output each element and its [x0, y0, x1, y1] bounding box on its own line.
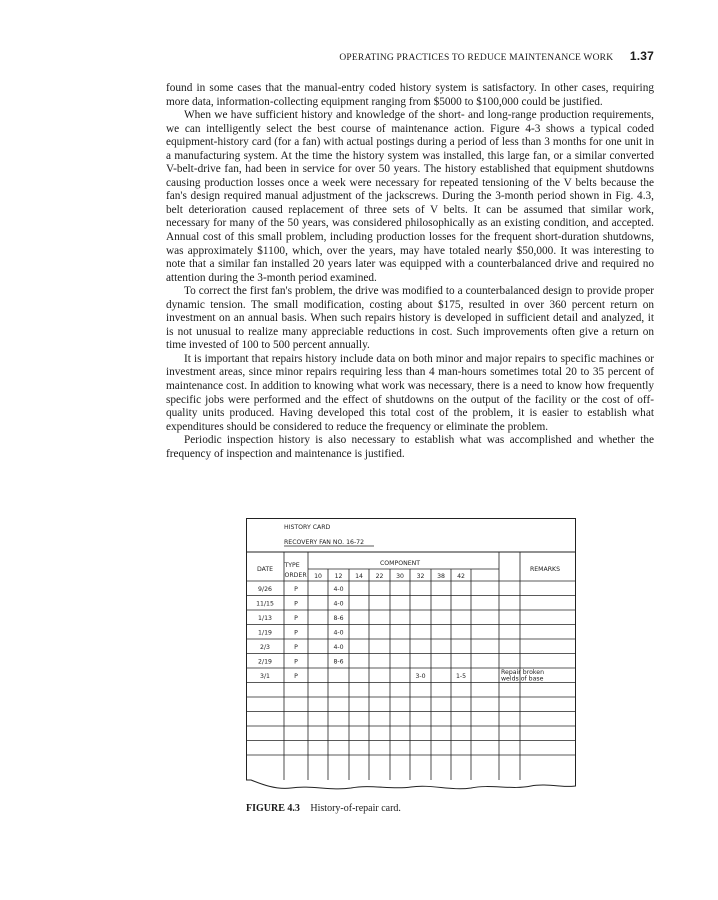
- body-text: [166, 82, 654, 461]
- component-code: 14: [355, 573, 363, 580]
- component-code: 22: [375, 573, 384, 580]
- paragraph: Periodic inspection history is also necessary to establish what was accomplished and whether the frequency of inspection and maintenance is justified.: [166, 434, 654, 460]
- row-hours: 4-0: [333, 586, 344, 593]
- row-type: P: [294, 629, 298, 637]
- caption-label: FIGURE 4.3: [246, 803, 300, 814]
- running-head-title: OPERATING PRACTICES TO REDUCE MAINTENANCE WORK: [339, 53, 614, 63]
- paragraph: To correct the first fan's problem, the drive was modified to a counterbalanced design to provide proper dynamic tension. The small modification, costing about $175, resulted in over 360 percent return on investment on an annual basis. When such repairs history is developed in sufficient detail and analyzed, it is not unusual to realize many appreciable reductions in cost. Such improvements often give a return on time invested of 100 to 500 percent annually.: [166, 285, 654, 352]
- header-date: DATE: [256, 566, 274, 573]
- row-date: 2/3: [260, 644, 270, 651]
- caption-text: History-of-repair card.: [310, 803, 401, 814]
- component-code: 12: [334, 573, 343, 580]
- header-component: COMPONENT: [379, 560, 421, 567]
- figure-caption: [246, 803, 401, 814]
- row-hours: 4-0: [333, 644, 344, 651]
- row-remarks-line: Repair broken: [501, 669, 544, 676]
- row-hours: 8-6: [333, 658, 344, 666]
- row-date: 11/15: [256, 600, 274, 608]
- card-title: HISTORY CARD: [284, 524, 331, 531]
- row-type: P: [294, 586, 298, 593]
- paragraph: It is important that repairs history include data on both minor and major repairs to specific machines or investment areas, since minor repairs requiring less than 4 man-hours sometimes total 20 to 35 percent of maintenance cost. In addition to knowing what work was necessary, there is a need to know how frequently specific jobs were performed and the effect of shutdowns on the output of the facility or the cost of off-quality units produced. Having developed this total cost of the problem, it is easier to establish what expenditures should be considered to reduce the frequency or eliminate the problem.: [166, 352, 654, 433]
- row-date: 1/19: [258, 629, 272, 637]
- row-date: 2/19: [258, 658, 272, 666]
- row-hours: 4-0: [333, 629, 344, 637]
- paragraph: found in some cases that the manual-entry coded history system is satisfactory. In other cases, requiring more data, information-collecting equipment ranging from $5000 to $100,000 could be justified.: [166, 82, 654, 108]
- card-header: [257, 560, 560, 579]
- component-code: 32: [416, 573, 425, 580]
- component-code: 42: [457, 573, 465, 580]
- page-number: 1.37: [629, 49, 654, 63]
- header-type: TYPE: [284, 562, 300, 569]
- component-code: 30: [396, 573, 404, 580]
- component-codes: [314, 573, 465, 580]
- row-type: P: [294, 615, 298, 622]
- row-date: 9/26: [258, 586, 272, 593]
- row-type: P: [294, 673, 298, 680]
- row-type: P: [294, 644, 298, 651]
- row-remarks-line: welds of base: [501, 675, 544, 683]
- row-date: 3/1: [260, 673, 270, 680]
- component-code: 10: [314, 573, 322, 580]
- card-subtitle: RECOVERY FAN NO. 16-72: [284, 539, 365, 546]
- header-remarks: REMARKS: [529, 566, 561, 573]
- history-card: [246, 518, 576, 795]
- row-type: P: [294, 600, 298, 608]
- row-date: 1/13: [258, 615, 272, 622]
- row-hours: 4-0: [333, 600, 344, 608]
- component-code: 38: [437, 573, 445, 580]
- row-hours: 1-5: [455, 673, 467, 680]
- header-order: ORDER: [284, 572, 307, 579]
- paragraph: When we have sufficient history and knowledge of the short- and long-range production requirements, we can intelligently select the best course of maintenance action. Figure 4-3 shows a typical coded equipment-history card (for a fan) with actual postings during a period of less than 3 months for one unit in a manufacturing system. At the time the history system was installed, this large fan, or a similar converted V-belt-drive fan, had been in service for over 50 years. The history established that equipment shutdowns causing production losses once a week were necessary for repeated tensioning of the V belts because the fan's design required manual adjustment of the jackscrews. During the 3-month period shown in Fig. 4.3, belt deterioration caused replacement of three sets of V belts. It can be assumed that similar work, necessary for many of the 50 years, was considered philosophically as an existing condition, and accepted. Annual cost of this small problem, including production losses for the frequent short-duration shutdowns, was approximately $1100, which, over the years, may have totaled nearly $50,000. It was interesting to note that a similar fan installed 20 years later was equipped with a counterbalanced drive and required no attention during the 3-month period examined.: [166, 109, 654, 284]
- row-hours: 3-0: [415, 673, 426, 680]
- row-type: P: [294, 658, 298, 666]
- running-head: [166, 49, 654, 63]
- history-card-figure: [246, 518, 576, 795]
- row-hours: 8-6: [333, 615, 344, 622]
